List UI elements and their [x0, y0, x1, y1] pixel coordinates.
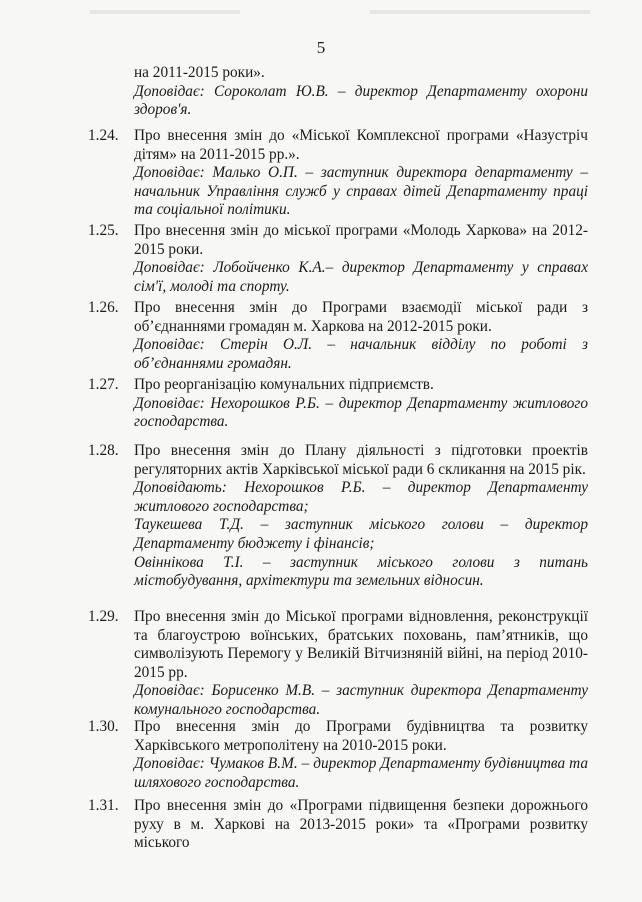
- item-title: Про внесення змін до міської програми «Молодь Харкова» на 2012-2015 роки.: [134, 222, 588, 258]
- page-number: 5: [316, 38, 326, 57]
- item-speaker: Овіннікова Т.І. – заступник міського голови з питань містобудування, архітектури та земельних відносин.: [134, 553, 588, 590]
- item-title: Про реорганізацію комунальних підприємств.: [134, 376, 434, 393]
- item-speaker: Доповідає: Чумаков В.М. – директор Департаменту будівництва та шляхового господарства.: [134, 755, 588, 791]
- item-number: 1.29.: [88, 608, 119, 625]
- item-number: 1.28.: [88, 442, 119, 459]
- item-number: 1.30.: [88, 718, 119, 735]
- item-speaker: Доповідає: Лобойченко К.А.– директор Департаменту у справах сім'ї, молоді та спорту.: [134, 259, 588, 295]
- item-title: Про внесення змін до «Міської Комплексної програми «Назустріч дітям» на 2011-2015 рр.».: [134, 127, 588, 163]
- item-number: 1.27.: [88, 376, 119, 393]
- item-speaker: Доповідає: Борисенко М.В. – заступник директора Департаменту комунального господарства.: [134, 682, 588, 718]
- item-number: 1.24.: [88, 127, 119, 144]
- scan-artifact: [90, 10, 240, 14]
- item-title: Про внесення змін до Міської програми відновлення, реконструкції та благоустрою воїнських, братських поховань, пам’ятників, що символізують Перемогу у Великій Вітчизняній війні, на період 2010-2015 рр.: [134, 608, 588, 681]
- item-title: Про внесення змін до Програми будівництва та розвитку Харківського метрополітену на 2010-2015 роки.: [134, 718, 588, 754]
- item-speaker: Доповідає: Малько О.П. – заступник директора департаменту – начальник Управління служб у справах дітей Департаменту праці та соціальної політики.: [134, 164, 588, 219]
- item-number: 1.31.: [88, 797, 119, 814]
- item-number: 1.25.: [88, 222, 119, 239]
- item-speaker: Доповідає: Сороколат Ю.В. – директор Департаменту охорони здоров'я.: [134, 82, 588, 119]
- scan-artifact: [370, 10, 590, 14]
- item-speaker: Доповідають: Нехорошков Р.Б. – директор Департаменту житлового господарства;: [134, 479, 588, 515]
- item-number: 1.26.: [88, 299, 119, 316]
- item-title: Про внесення змін до Програми взаємодії міської ради з об’єднаннями громадян м. Харкова на 2012-2015 роки.: [134, 299, 588, 335]
- item-speaker: Доповідає: Нехорошков Р.Б. – директор Департаменту житлового господарства.: [134, 394, 588, 431]
- item-title: Про внесення змін до Плану діяльності з підготовки проектів регуляторних актів Харківської міської ради 6 скликання на 2015 рік.: [134, 442, 588, 478]
- item-title: на 2011-2015 роки».: [134, 64, 265, 81]
- item-speaker: Таукешева Т.Д. – заступник міського голови – директор Департаменту бюджету і фінансів;: [134, 516, 588, 552]
- item-title: Про внесення змін до «Програми підвищення безпеки дорожнього руху в м. Харкові на 2013-2015 роки» та «Програми розвитку міського: [134, 797, 588, 852]
- item-speaker: Доповідає: Стерін О.Л. – начальник відділу по роботі з об’єднаннями громадян.: [134, 336, 588, 372]
